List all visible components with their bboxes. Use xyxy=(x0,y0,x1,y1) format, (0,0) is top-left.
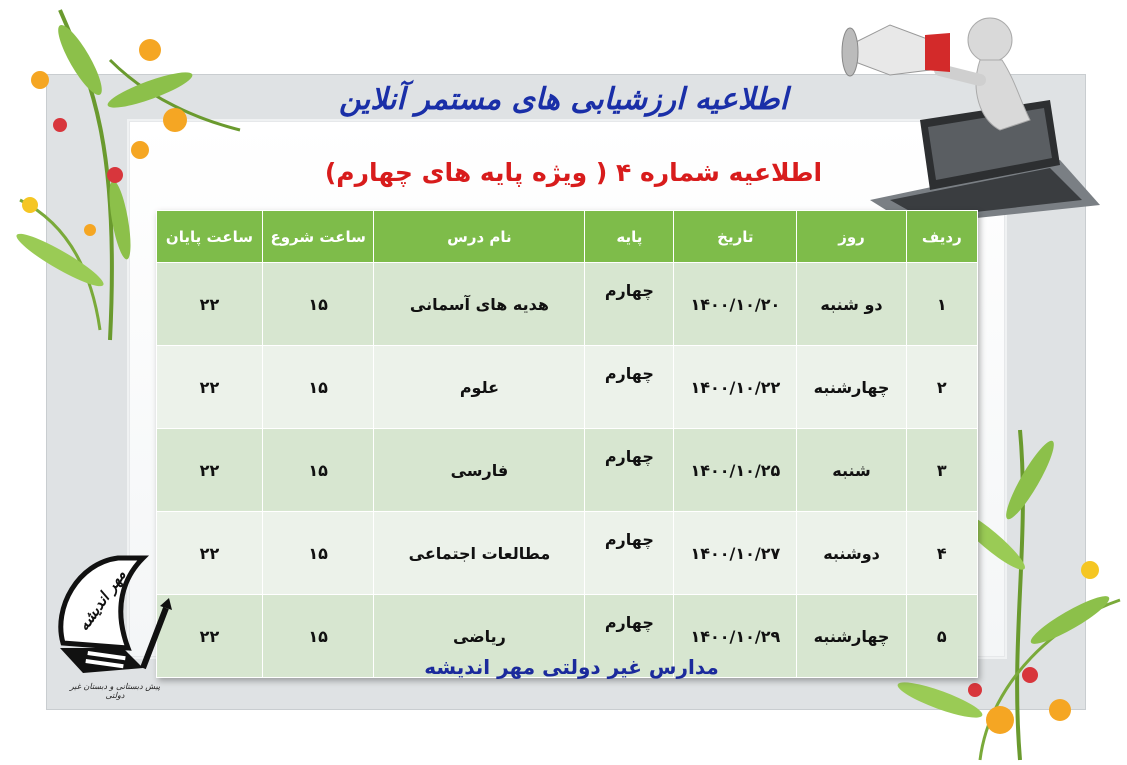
cell-grade: چهارم xyxy=(585,512,674,595)
cell-end-time: ۲۲ xyxy=(157,346,263,429)
logo-text: مهر اندیشه xyxy=(74,566,130,635)
header-grade: پایه xyxy=(585,211,674,263)
cell-date: ۱۴۰۰/۱۰/۲۹ xyxy=(674,595,797,678)
cell-course: فارسی xyxy=(374,429,585,512)
cell-date: ۱۴۰۰/۱۰/۲۷ xyxy=(674,512,797,595)
cell-day: چهارشنبه xyxy=(797,595,906,678)
cell-course: هدیه های آسمانی xyxy=(374,263,585,346)
cell-course: علوم xyxy=(374,346,585,429)
table-row xyxy=(157,346,978,429)
cell-end-time: ۲۲ xyxy=(157,263,263,346)
cell-row-number: ۱ xyxy=(906,263,977,346)
cell-grade: چهارم xyxy=(585,346,674,429)
book-pen-logo xyxy=(48,548,178,703)
cell-day: چهارشنبه xyxy=(797,346,906,429)
page-title: اطلاعیه ارزشیابی های مستمر آنلاین xyxy=(339,82,788,117)
cell-course: ریاضی xyxy=(374,595,585,678)
header-day: روز xyxy=(797,211,906,263)
table-row xyxy=(157,263,978,346)
cell-start-time: ۱۵ xyxy=(262,346,374,429)
cell-end-time: ۲۲ xyxy=(157,429,263,512)
header-date: تاریخ xyxy=(674,211,797,263)
table-header-row xyxy=(157,211,978,263)
cell-day: دوشنبه xyxy=(797,512,906,595)
header-end-time: ساعت پایان xyxy=(157,211,263,263)
cell-row-number: ۵ xyxy=(906,595,977,678)
header-course: نام درس xyxy=(374,211,585,263)
cell-end-time: ۲۲ xyxy=(157,595,263,678)
cell-end-time: ۲۲ xyxy=(157,512,263,595)
cell-date: ۱۴۰۰/۱۰/۲۵ xyxy=(674,429,797,512)
cell-day: دو شنبه xyxy=(797,263,906,346)
table-row xyxy=(157,512,978,595)
cell-row-number: ۲ xyxy=(906,346,977,429)
cell-row-number: ۴ xyxy=(906,512,977,595)
cell-day: شنبه xyxy=(797,429,906,512)
cell-date: ۱۴۰۰/۱۰/۲۲ xyxy=(674,346,797,429)
cell-date: ۱۴۰۰/۱۰/۲۰ xyxy=(674,263,797,346)
logo-caption: پیش دبستانی و دبستان غیر دولتی xyxy=(69,682,161,700)
cell-grade: چهارم xyxy=(585,429,674,512)
cell-grade: چهارم xyxy=(585,595,674,678)
cell-start-time: ۱۵ xyxy=(262,263,374,346)
cell-start-time: ۱۵ xyxy=(262,512,374,595)
cell-grade: چهارم xyxy=(585,263,674,346)
schedule-table xyxy=(156,210,978,678)
cell-start-time: ۱۵ xyxy=(262,429,374,512)
header-row-number: ردیف xyxy=(906,211,977,263)
cell-course: مطالعات اجتماعی xyxy=(374,512,585,595)
announcement-subtitle: اطلاعیه شماره ۴ ( ویژه پایه های چهارم) xyxy=(324,158,823,187)
cell-start-time: ۱۵ xyxy=(262,595,374,678)
cell-row-number: ۳ xyxy=(906,429,977,512)
header-start-time: ساعت شروع xyxy=(262,211,374,263)
school-name-footer: مدارس غیر دولتی مهر اندیشه xyxy=(424,655,719,679)
table-row xyxy=(157,429,978,512)
